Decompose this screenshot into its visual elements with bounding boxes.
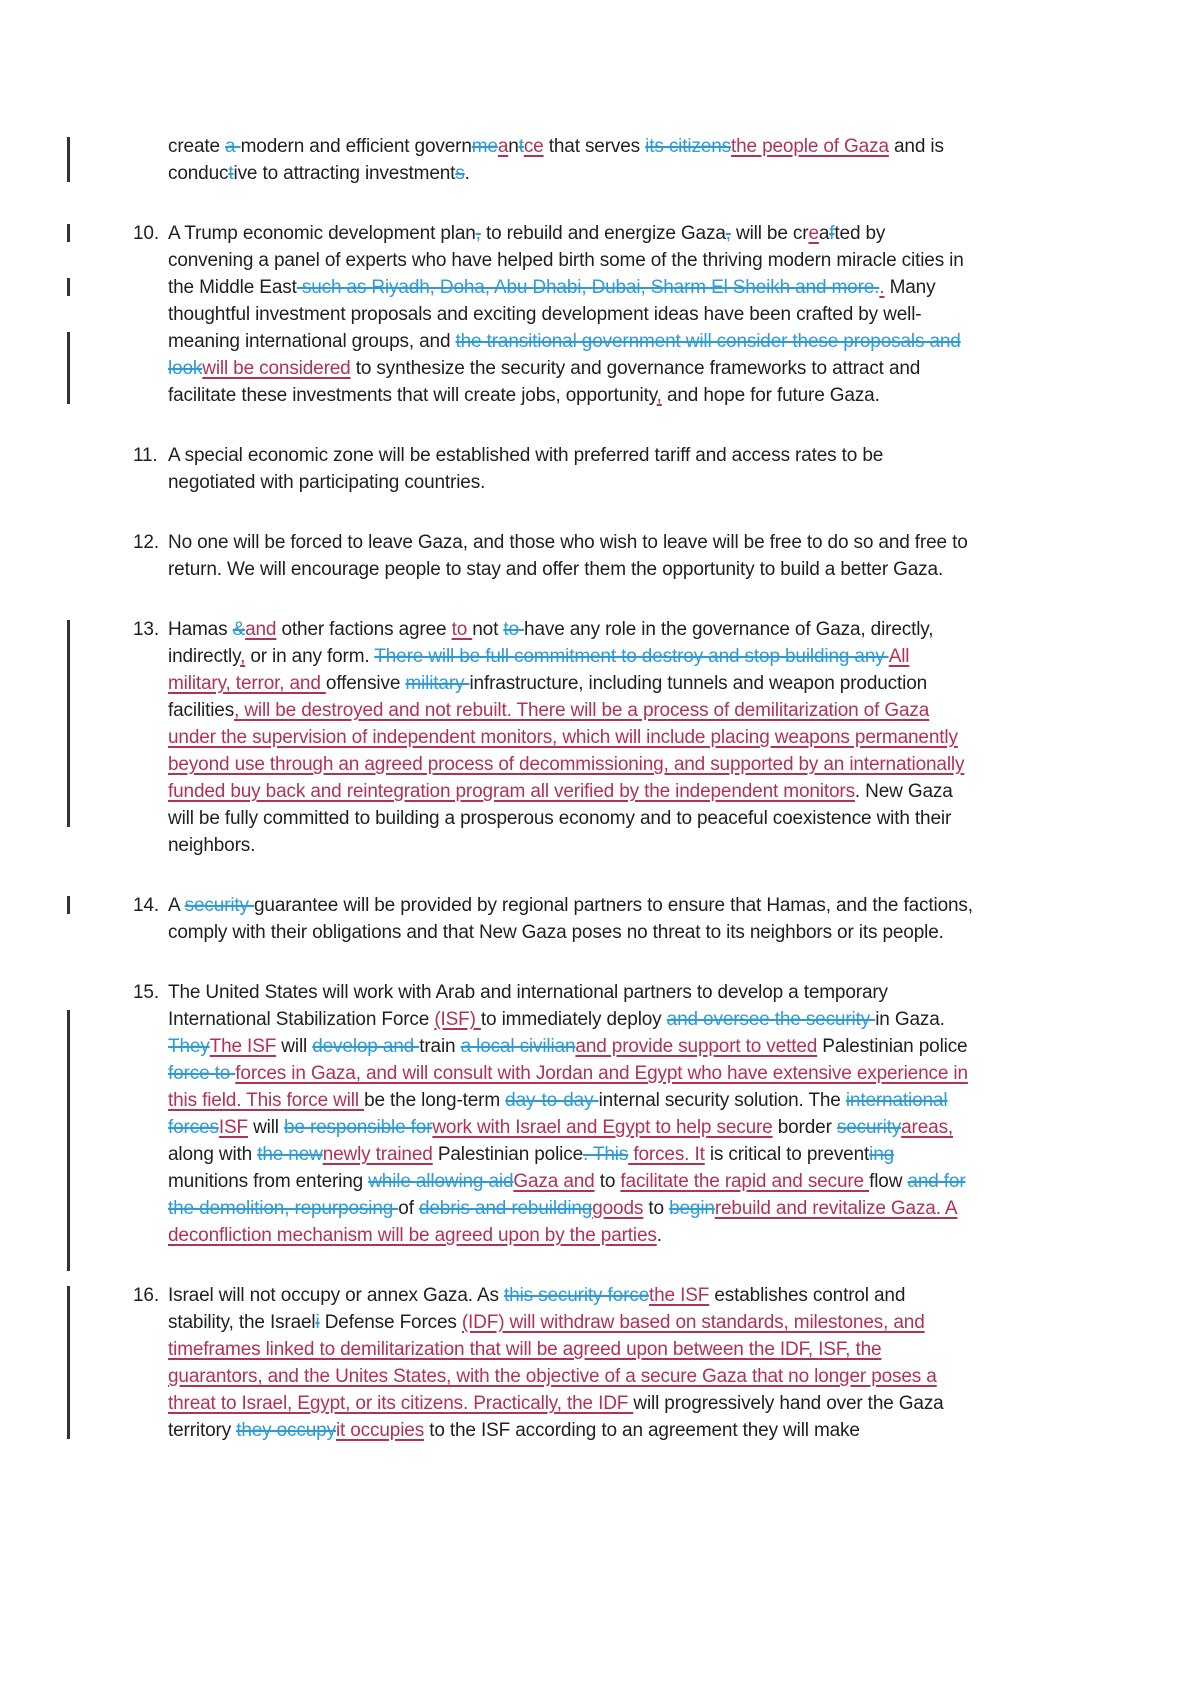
numbered-paragraph (133, 616, 975, 859)
list-number: 10. (133, 223, 159, 244)
inserted-text: The ISF (209, 1036, 277, 1057)
text-run: or in any form. (245, 646, 375, 667)
text-run: will progressively hand over the Gaza territory (168, 1393, 944, 1441)
text-run: and is conduc (168, 136, 944, 184)
inserted-text: and provide support to vetted (575, 1036, 818, 1057)
deleted-text: They (168, 1036, 210, 1057)
text-run: . (656, 1225, 662, 1246)
deleted-text: develop and (312, 1036, 420, 1057)
list-number: 15. (133, 982, 159, 1003)
text-run: munitions from entering (168, 1171, 369, 1192)
list-number: 11. (133, 445, 158, 466)
text-run: n (508, 136, 519, 157)
deleted-text: i (315, 1312, 320, 1333)
inserted-text: it occupies (335, 1420, 425, 1441)
inserted-text: will be considered (202, 358, 351, 379)
deleted-text: & (232, 619, 246, 640)
deleted-text: There will be full commitment to destroy and stop building any (374, 646, 889, 667)
inserted-text: (IDF) will withdraw based on standards, milestones, and timeframes linked to demilitarization that will be agreed upon between the IDF, ISF, the guarantors, and the Unites States, with the objective of a secure Gaza that no longer poses a threat to Israel, Egypt, or its citizens. Practically, the IDF (168, 1312, 937, 1414)
deleted-text: , (475, 223, 481, 244)
deleted-text: be responsible for (284, 1117, 433, 1138)
deleted-text: international forces (168, 1090, 948, 1138)
text-run: . New Gaza will be fully committed to building a prosperous economy and to peaceful coexistence with their neighbors. (168, 781, 953, 856)
text-run: to (643, 1198, 670, 1219)
text-run: infrastructure, including tunnels and weapon production facilities (168, 673, 928, 721)
inserted-text: forces in Gaza, and will consult with Jordan and Egypt who have extensive experience in this field. This force will (168, 1063, 968, 1111)
text-run: to synthesize the security and governance frameworks to attract and facilitate these investments that will create jobs, opportunity (168, 358, 921, 406)
deleted-text: they occupy (236, 1420, 336, 1441)
inserted-text: , will be destroyed and not rebuilt. There will be a process of demilitarization of Gaza under the supervision of independent monitors, which will include placing weapons permanently beyond use through an agreed process of decommissioning, and supported by an internationally funded buy back and reintegration program all verified by the independent monitors (168, 700, 965, 802)
text-run: will (247, 1117, 284, 1138)
text-run: be the long-term (364, 1090, 506, 1111)
inserted-text: e (808, 223, 819, 244)
deleted-text: ing (869, 1144, 895, 1165)
text-run: offensive (325, 673, 406, 694)
inserted-text: newly trained (322, 1144, 433, 1165)
deleted-text: begin (669, 1198, 715, 1219)
change-bar (67, 278, 70, 296)
text-run: ive to attracting investment (233, 163, 456, 184)
change-bar (67, 896, 70, 914)
text-run: to the ISF according to an agreement they will make (424, 1420, 860, 1441)
deleted-text: and for the demolition, repurposing (168, 1171, 966, 1219)
text-run: will (276, 1036, 313, 1057)
deleted-text: t (228, 163, 234, 184)
text-run: to rebuild and energize Gaza (480, 223, 726, 244)
inserted-text: . (879, 277, 885, 298)
text-run: and hope for future Gaza. (661, 385, 880, 406)
deleted-text: day-to-day (505, 1090, 599, 1111)
text-run: flow (869, 1171, 908, 1192)
text-run: Hamas (168, 619, 233, 640)
text-run: A special economic zone will be established with preferred tariff and access rates to be negotiated with participating countries. (168, 445, 884, 493)
text-run: Many thoughtful investment proposals and exciting development ideas have been crafted by well-meaning international groups, and (168, 277, 936, 352)
text-run: guarantee will be provided by regional partners to ensure that Hamas, and the factions, comply with their obligations and that New Gaza poses no threat to its neighbors or its people. (168, 895, 973, 943)
list-number: 14. (133, 895, 159, 916)
deleted-text: military (405, 673, 470, 694)
text-run: that serves (543, 136, 646, 157)
inserted-text: All military, terror, and (168, 646, 910, 694)
text-run: ted by convening a panel of experts who have helped birth some of the thriving modern miracle cities in the Middle East (168, 223, 964, 298)
deleted-text: security (836, 1117, 902, 1138)
change-bar (67, 1286, 70, 1439)
deleted-text: a (225, 136, 241, 157)
deleted-text: to (503, 619, 525, 640)
text-run: to (594, 1171, 621, 1192)
deleted-text: force to (168, 1063, 236, 1084)
text-run: border (772, 1117, 837, 1138)
list-number: 12. (133, 532, 159, 553)
deleted-text: debris and rebuilding (418, 1198, 593, 1219)
inserted-text: (ISF) (434, 1009, 481, 1030)
text-run: A Trump economic development plan (168, 223, 476, 244)
text-run: will be cr (730, 223, 809, 244)
text-run: have any role in the governance of Gaza, directly, indirectly (168, 619, 934, 667)
deleted-text: and oversee the security (666, 1009, 876, 1030)
change-bar (67, 332, 70, 404)
text-run: to immediately deploy (480, 1009, 667, 1030)
text-run: modern and efficient govern (240, 136, 472, 157)
deleted-text: the new (257, 1144, 323, 1165)
inserted-text: to (451, 619, 473, 640)
inserted-text: work with Israel and Egypt to help secure (432, 1117, 773, 1138)
deleted-text: while allowing aid (368, 1171, 514, 1192)
text-run: Defense Forces (319, 1312, 462, 1333)
text-run: The United States will work with Arab and international partners to develop a temporary International Stabilization Force (168, 982, 888, 1030)
inserted-text: and (245, 619, 277, 640)
text-run: is critical to prevent (704, 1144, 870, 1165)
text-run: . (464, 163, 470, 184)
inserted-text: , (240, 646, 246, 667)
numbered-paragraph (133, 892, 975, 946)
inserted-text: goods (592, 1198, 644, 1219)
deleted-text: the transitional government will consider these proposals and look (168, 331, 961, 379)
numbered-paragraph (133, 220, 975, 409)
inserted-text: a (497, 136, 509, 157)
text-run: of (398, 1198, 419, 1219)
text-run: not (472, 619, 504, 640)
document-body (133, 133, 975, 1444)
change-bar (67, 224, 70, 242)
inserted-text: areas, (901, 1117, 954, 1138)
change-bar (67, 620, 70, 827)
deleted-text: me (471, 136, 498, 157)
deleted-text: its citizens (645, 136, 731, 157)
deleted-text: a local civilian (460, 1036, 576, 1057)
text-run: No one will be forced to leave Gaza, and those who wish to leave will be free to do so and free to return. We will encourage people to stay and offer them the opportunity to build a better Gaza. (168, 532, 968, 580)
text-run: a (818, 223, 830, 244)
text-run: create (168, 136, 226, 157)
list-number: 16. (133, 1285, 159, 1306)
text-run: Palestinian police (432, 1144, 583, 1165)
deleted-text: security (184, 895, 254, 916)
inserted-text: the people of Gaza (731, 136, 889, 157)
deleted-text: f (829, 223, 835, 244)
deleted-text: such as Riyadh, Doha, Abu Dhabi, Dubai, Sharm El Sheikh and more. (296, 277, 880, 298)
change-bar (67, 137, 70, 182)
inserted-text: , (656, 385, 662, 406)
deleted-text: t (518, 136, 524, 157)
list-number: 13. (133, 619, 159, 640)
text-run: A (168, 895, 185, 916)
inserted-text: forces. It (628, 1144, 705, 1165)
inserted-text: ISF (218, 1117, 248, 1138)
text-run: train (419, 1036, 461, 1057)
numbered-paragraph (133, 529, 975, 583)
deleted-text: , (725, 223, 731, 244)
inserted-text: Gaza and (513, 1171, 595, 1192)
deleted-text: . This (583, 1144, 629, 1165)
numbered-paragraph (133, 442, 975, 496)
inserted-text: rebuild and revitalize Gaza. A deconfliction mechanism will be agreed upon by the parties (168, 1198, 958, 1246)
text-run: along with (168, 1144, 258, 1165)
text-run: Israel will not occupy or annex Gaza. As (168, 1285, 505, 1306)
text-run: establishes control and stability, the Israel (168, 1285, 906, 1333)
text-run: Palestinian police (817, 1036, 968, 1057)
text-run: internal security solution. The (598, 1090, 846, 1111)
numbered-paragraph (133, 1282, 975, 1444)
numbered-paragraph (133, 979, 975, 1249)
inserted-text: the ISF (649, 1285, 710, 1306)
deleted-text: this security force (504, 1285, 650, 1306)
deleted-text: s (455, 163, 465, 184)
text-run: other factions agree (276, 619, 452, 640)
paragraph (168, 133, 975, 187)
inserted-text: facilitate the rapid and secure (620, 1171, 870, 1192)
change-bar (67, 1010, 70, 1271)
text-run: in Gaza. (875, 1009, 945, 1030)
inserted-text: ce (523, 136, 544, 157)
